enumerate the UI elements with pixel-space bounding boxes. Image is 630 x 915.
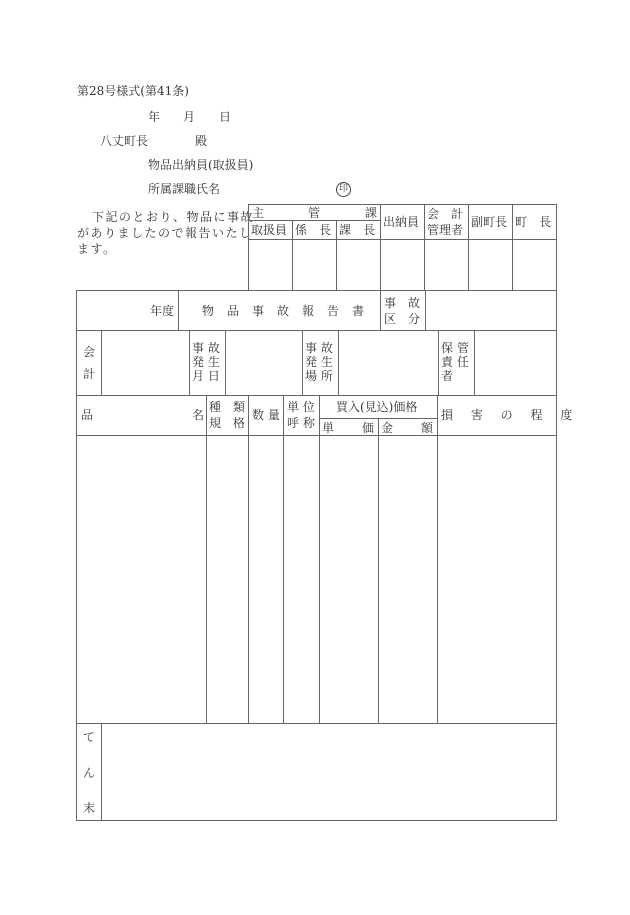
- item-name-left: 品: [81, 408, 94, 422]
- date-month-label: 月: [183, 110, 196, 124]
- unit-label-1: 単 位: [287, 400, 315, 414]
- intro-line-2: がありましたので報告いたし: [77, 226, 253, 240]
- addressee: 八丈町長: [100, 134, 149, 148]
- fiscal-year-label: 年度: [150, 304, 175, 318]
- approval-col-mayor: 町 長: [515, 215, 552, 229]
- approval-col-accounting-2: 管理者: [427, 223, 464, 237]
- date-year-label: 年: [148, 110, 161, 124]
- accident-place-label-1: 事 故: [305, 341, 333, 355]
- approval-col-accounting-1: 会 計: [427, 207, 464, 221]
- accounting-label-2: 計: [83, 367, 96, 381]
- approval-group-mid: 管: [308, 206, 321, 220]
- accident-place-label-2: 発 生: [305, 355, 333, 369]
- intro-line-1: 下記のとおり、物品に事故: [92, 210, 255, 224]
- accident-category-label-2: 区 分: [384, 312, 421, 326]
- accounting-label-1: 会: [83, 345, 96, 359]
- report-title: 物品事故報告書: [202, 304, 378, 318]
- unit-price-right: 価: [362, 421, 375, 435]
- quantity-label: 数 量: [252, 408, 280, 422]
- amount-left: 金: [381, 421, 394, 435]
- custodian-label-1: 保 管: [441, 341, 469, 355]
- unit-price-left: 単: [322, 421, 335, 435]
- form-number: 第28号様式(第41条): [77, 84, 189, 98]
- type-spec-1: 種 類: [209, 400, 246, 414]
- type-spec-2: 規 格: [209, 416, 246, 430]
- honorific: 殿: [195, 134, 208, 148]
- price-group-label: 買入(見込)価格: [336, 400, 418, 414]
- accident-category-label-1: 事 故: [384, 296, 421, 310]
- accident-date-label-3: 月 日: [192, 369, 220, 383]
- approval-col-handler: 取扱員: [251, 223, 288, 237]
- custodian-label-2: 責 任: [441, 355, 469, 369]
- accident-date-label-1: 事 故: [192, 341, 220, 355]
- accident-place-label-3: 場 所: [305, 369, 333, 383]
- approval-col-division-chief: 課 長: [339, 223, 376, 237]
- details-label-3: 末: [83, 801, 96, 815]
- approval-col-cashier: 出納員: [383, 215, 420, 229]
- damage-extent-label: 損 害 の 程 度: [441, 408, 580, 422]
- date-day-label: 日: [219, 110, 232, 124]
- intro-line-3: ます。: [77, 242, 117, 256]
- approval-col-deputy-mayor: 副町長: [471, 215, 508, 229]
- custodian-label-3: 者: [441, 369, 454, 383]
- amount-right: 額: [421, 421, 434, 435]
- approval-col-section-chief: 係 長: [295, 223, 332, 237]
- unit-label-2: 呼 称: [287, 416, 315, 430]
- details-label-1: て: [83, 730, 96, 744]
- details-label-2: ん: [83, 766, 96, 780]
- item-name-right: 名: [192, 408, 205, 422]
- seal-icon: 印: [336, 182, 351, 197]
- approval-group-left: 主: [252, 206, 265, 220]
- reporter-name-label: 所属課職氏名: [148, 182, 221, 196]
- approval-group-right: 課: [365, 206, 378, 220]
- accident-date-label-2: 発 生: [192, 355, 220, 369]
- reporter-role: 物品出納員(取扱員): [148, 158, 254, 172]
